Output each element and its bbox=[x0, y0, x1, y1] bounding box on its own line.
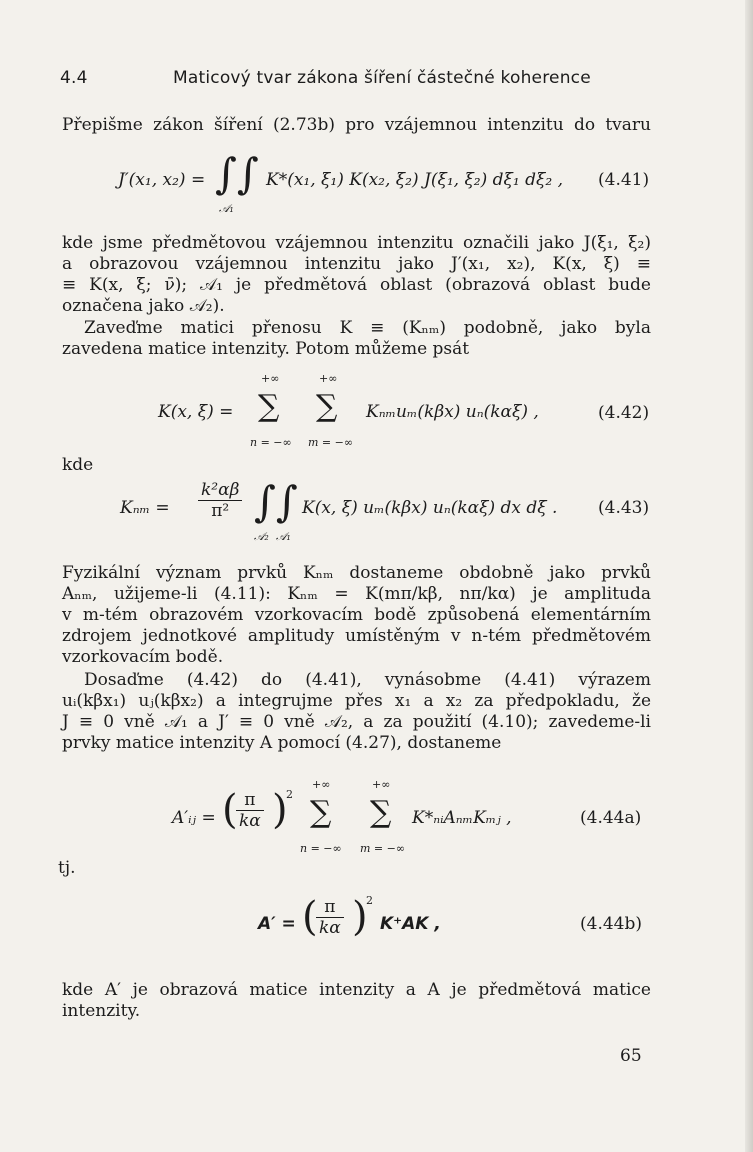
text-line: intenzity. bbox=[62, 1001, 141, 1021]
integration-domain: 𝒜₁ bbox=[219, 202, 234, 215]
equation-number: (4.43) bbox=[598, 498, 650, 518]
sum-upper-limit: +∞ bbox=[319, 372, 338, 385]
text-line: Zaveďme matici přenosu K ≡ (Kₙₘ) podobně, jako byla bbox=[84, 318, 651, 338]
text-line: zavedena matice intenzity. Potom můžeme psát bbox=[62, 339, 470, 359]
paragraph-definitions bbox=[62, 233, 651, 317]
fraction-numerator: π bbox=[316, 897, 344, 918]
text-line: prvky matice intenzity A pomocí (4.27), dostaneme bbox=[62, 733, 502, 753]
text-line: a obrazovou vzájemnou intenzitu jako J′(x₁, x₂), K(x, ξ) ≡ bbox=[62, 254, 651, 274]
text-line: Dosaďme (4.42) do (4.41), vynásobme (4.41) výrazem bbox=[84, 670, 651, 690]
right-paren: ) bbox=[352, 894, 368, 940]
section-number: 4.4 bbox=[60, 68, 88, 88]
text-line: uᵢ(kβx₁) uⱼ(kβx₂) a integrujme přes x₁ a x₂ za předpokladu, že bbox=[62, 691, 651, 711]
double-integral-sign: ∫∫ bbox=[254, 477, 298, 526]
eq-lhs: A′ᵢⱼ = bbox=[172, 808, 216, 828]
fraction-denominator: π² bbox=[211, 501, 230, 521]
eq-lhs: Kₙₘ = bbox=[120, 498, 170, 518]
word-kde: kde bbox=[62, 455, 94, 475]
sum-lower-limit: n = −∞ bbox=[300, 842, 342, 855]
exponent: 2 bbox=[286, 788, 293, 801]
fraction bbox=[236, 790, 264, 831]
text-line: Přepišme zákon šíření (2.73b) pro vzájemnou intenzitu do tvaru bbox=[62, 115, 651, 135]
text-line: v m-tém obrazovém vzorkovacím bodě způsobená elementárním bbox=[62, 605, 651, 625]
eq-lhs: A′ = bbox=[258, 914, 296, 934]
eq-rhs: K⁺AK , bbox=[380, 914, 441, 934]
fraction-numerator: π bbox=[236, 790, 264, 811]
paragraph-conclusion bbox=[62, 980, 651, 1022]
left-paren: ( bbox=[222, 787, 238, 833]
eq-lhs: K(x, ξ) = bbox=[158, 402, 234, 422]
fraction bbox=[198, 480, 242, 521]
summation-sign: ∑ bbox=[258, 389, 280, 424]
eq-rhs: K*ₙᵢAₙₘKₘⱼ , bbox=[412, 808, 512, 828]
text-line: kde jsme předmětovou vzájemnou intenzitu označili jako J(ξ₁, ξ₂) bbox=[62, 233, 651, 253]
left-paren: ( bbox=[302, 894, 318, 940]
text-line: J ≡ 0 vně 𝒜₁ a J′ ≡ 0 vně 𝒜₂, a za použití (4.10); zavedeme-li bbox=[62, 712, 651, 732]
text-line: Aₙₘ, užijeme-li (4.11): Kₙₘ = K(mπ/kβ, nπ/kα) je amplituda bbox=[62, 584, 651, 604]
fraction-denominator: kα bbox=[319, 918, 341, 938]
eq-integrand: K*(x₁, ξ₁) K(x₂, ξ₂) J(ξ₁, ξ₂) dξ₁ dξ₂ , bbox=[266, 170, 563, 190]
summation-sign: ∑ bbox=[310, 795, 332, 830]
integration-domain: 𝒜₁ bbox=[276, 530, 291, 543]
text-line: vzorkovacím bodě. bbox=[62, 647, 224, 667]
paragraph-substitution bbox=[62, 670, 651, 754]
text-line: kde A′ je obrazová matice intenzity a A je předmětová matice bbox=[62, 980, 651, 1000]
eq-rhs: Kₙₘuₘ(kβx) uₙ(kαξ) , bbox=[366, 402, 539, 422]
sum-lower-limit: m = −∞ bbox=[360, 842, 406, 855]
sum-lower-limit: m = −∞ bbox=[308, 436, 354, 449]
page-number: 65 bbox=[620, 1046, 642, 1066]
sum-upper-limit: +∞ bbox=[261, 372, 280, 385]
right-paren: ) bbox=[272, 787, 288, 833]
paragraph-intro bbox=[62, 115, 651, 136]
equation-number: (4.44a) bbox=[580, 808, 642, 828]
equation-number: (4.42) bbox=[598, 403, 650, 423]
sum-upper-limit: +∞ bbox=[312, 778, 331, 791]
text-line: zdrojem jednotkové amplitudy umístěným v n-tém předmětovém bbox=[62, 626, 651, 646]
section-title: Maticový tvar zákona šíření částečné koherence bbox=[173, 68, 591, 88]
text-line: označena jako 𝒜₂). bbox=[62, 296, 225, 316]
fraction bbox=[316, 897, 344, 938]
page-edge bbox=[745, 0, 753, 1152]
eq-integrand: K(x, ξ) uₘ(kβx) uₙ(kαξ) dx dξ . bbox=[302, 498, 558, 518]
double-integral-sign: ∫∫ bbox=[215, 149, 259, 198]
sum-upper-limit: +∞ bbox=[372, 778, 391, 791]
text-line: Fyzikální význam prvků Kₙₘ dostaneme obdobně jako prvků bbox=[62, 563, 651, 583]
summation-sign: ∑ bbox=[370, 795, 392, 830]
paragraph-physical-meaning bbox=[62, 563, 651, 668]
word-tj: tj. bbox=[58, 858, 76, 878]
fraction-denominator: kα bbox=[239, 811, 261, 831]
summation-sign: ∑ bbox=[316, 389, 338, 424]
text-line: ≡ K(x, ξ; ν̄); 𝒜₁ je předmětová oblast (obrazová oblast bude bbox=[62, 275, 651, 295]
equation-number: (4.41) bbox=[598, 170, 650, 190]
exponent: 2 bbox=[366, 894, 373, 907]
sum-lower-limit: n = −∞ bbox=[250, 436, 292, 449]
equation-number: (4.44b) bbox=[580, 914, 642, 934]
fraction-numerator: k²αβ bbox=[198, 480, 242, 501]
paragraph-transfer-matrix bbox=[62, 318, 651, 360]
eq-lhs: J′(x₁, x₂) = bbox=[118, 170, 206, 190]
integration-domain: 𝒜₂ bbox=[254, 530, 269, 543]
